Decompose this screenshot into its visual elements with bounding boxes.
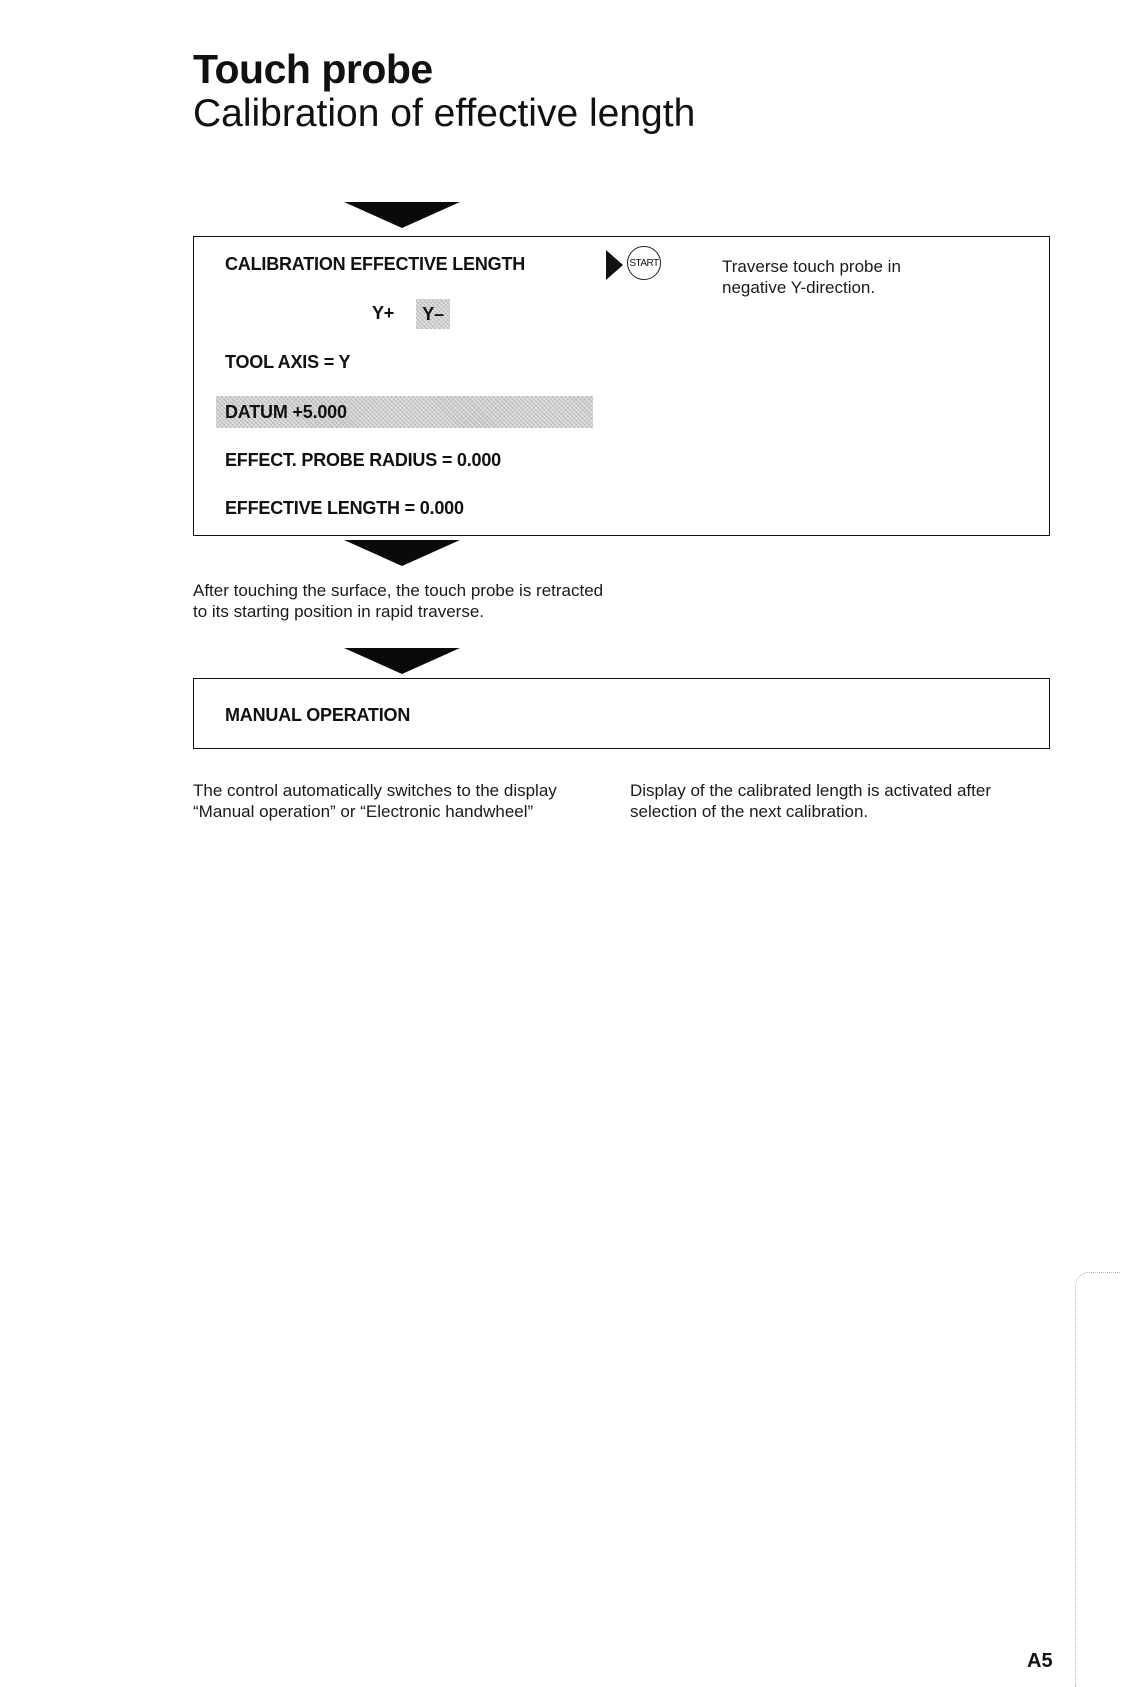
flow-arrow-down-icon — [344, 540, 460, 566]
page-subtitle: Calibration of effective length — [193, 92, 696, 135]
start-instruction: Traverse touch probe in negative Y-direction. — [722, 257, 901, 297]
page-title: Touch probe — [193, 46, 433, 92]
note-right: Display of the calibrated length is activated after selection of the next calibration. — [630, 781, 991, 821]
step-note: After touching the surface, the touch probe is retracted to its starting position in rapid traverse. — [193, 581, 604, 621]
flow-arrow-down-icon — [344, 648, 460, 674]
screen-heading: CALIBRATION EFFECTIVE LENGTH — [225, 254, 526, 274]
datum-highlight: DATUM +5.000 — [216, 396, 593, 428]
axis-plus-label: Y+ — [372, 303, 395, 323]
note-left: The control automatically switches to the display “Manual operation” or “Electronic handwheel” — [193, 781, 557, 821]
effective-length-line: EFFECTIVE LENGTH = 0.000 — [225, 498, 464, 518]
axis-minus-highlight: Y– — [416, 299, 450, 329]
screen-manual-operation — [193, 678, 1050, 749]
screen-heading: MANUAL OPERATION — [225, 705, 411, 725]
probe-radius-line: EFFECT. PROBE RADIUS = 0.000 — [225, 450, 501, 470]
tool-axis-line: TOOL AXIS = Y — [225, 352, 351, 372]
flow-arrow-down-icon — [344, 202, 460, 228]
start-key-icon — [627, 246, 661, 280]
start-key-label: START — [629, 257, 659, 269]
play-icon — [606, 250, 623, 280]
chapter-tab-edge — [1075, 1272, 1121, 1687]
page-number: A5 — [1027, 1650, 1053, 1672]
